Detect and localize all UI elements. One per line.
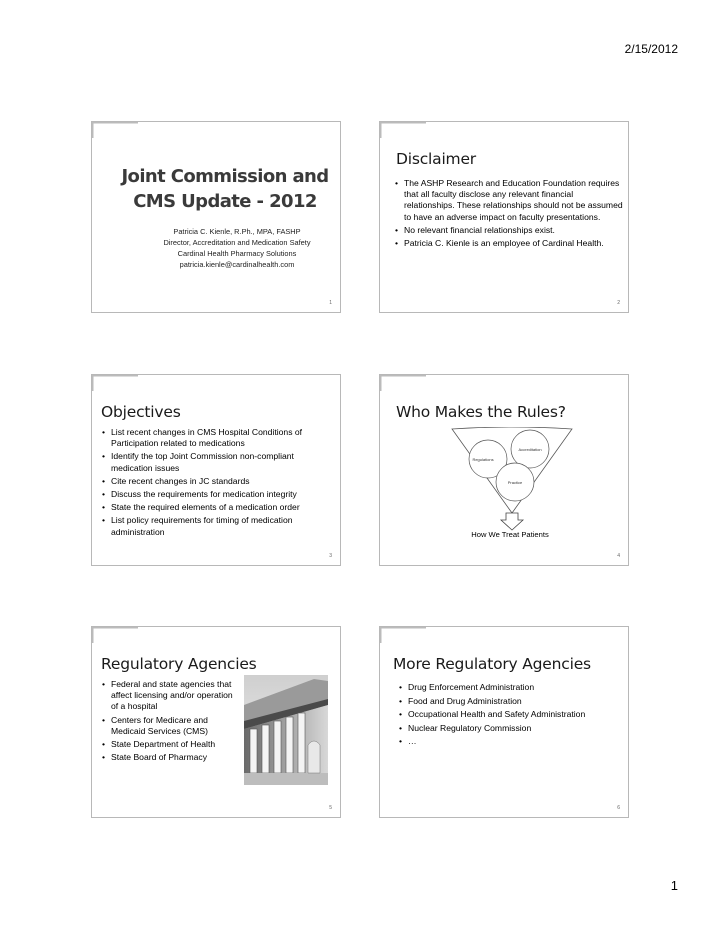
slide-corner-mark (380, 375, 430, 395)
slide-number: 5 (329, 805, 332, 811)
slide-3-title: Objectives (101, 403, 181, 421)
slide-5-title: Regulatory Agencies (101, 655, 257, 673)
list-item: • Federal and state agencies that affect licensing and/or operation of a hospital (101, 679, 235, 713)
list-item: • Identify the top Joint Commission non-compliant medication issues (101, 451, 337, 473)
author-email: patricia.kienle@cardinalhealth.com (179, 260, 295, 269)
slide-2-title: Disclaimer (396, 150, 476, 168)
list-item: • Centers for Medicare and Medicaid Services (CMS) (101, 715, 235, 737)
supreme-court-building-image (244, 675, 328, 785)
slide-1 (91, 121, 341, 313)
list-item: • The ASHP Research and Education Foundation requires that all faculty disclose any relevant financial relationships. These relationships should not be assumed to have an adverse impact on faculty presentations. (394, 178, 626, 223)
author-org: Cardinal Health Pharmacy Solutions (177, 249, 297, 258)
slide-5-bullets (101, 679, 235, 765)
slide-3 (91, 374, 341, 566)
author-title: Director, Accreditation and Medication Safety (163, 238, 311, 247)
slide-number: 2 (617, 300, 620, 306)
slide-number: 3 (329, 553, 332, 559)
slide-6-bullets (398, 682, 624, 750)
slide-3-bullets (101, 427, 337, 540)
list-item: • List policy requirements for timing of medication administration (101, 515, 337, 537)
slide-corner-mark (92, 375, 142, 395)
slide-4 (379, 374, 629, 566)
slide-1-title-line1: Joint Commission and (121, 166, 329, 187)
list-item: • State the required elements of a medication order (101, 502, 337, 513)
slide-1-title-line2: CMS Update - 2012 (133, 191, 317, 212)
slide-corner-mark (380, 122, 430, 142)
slide-number: 4 (617, 553, 620, 559)
slide-number: 6 (617, 805, 620, 811)
list-item: • List recent changes in CMS Hospital Conditions of Participation related to medications (101, 427, 337, 449)
slide-6-title: More Regulatory Agencies (393, 655, 591, 673)
list-item: • Occupational Health and Safety Administration (398, 709, 624, 721)
slide-1-author-block (122, 226, 341, 270)
list-item: • No relevant financial relationships exist. (394, 225, 626, 236)
list-item: • Food and Drug Administration (398, 696, 624, 708)
page-date: 2/15/2012 (624, 42, 678, 56)
slide-5 (91, 626, 341, 818)
slide-corner-mark (92, 627, 142, 647)
list-item: • … (398, 736, 624, 748)
page-number: 1 (670, 878, 678, 893)
slide-6 (379, 626, 629, 818)
slide-2 (379, 121, 629, 313)
slide-4-caption: How We Treat Patients (471, 530, 549, 539)
slide-corner-mark (380, 627, 430, 647)
slide-2-bullets (394, 178, 626, 251)
list-item: • State Department of Health (101, 739, 235, 750)
slide-number: 1 (329, 300, 332, 306)
label-accreditation: Accreditation (518, 447, 542, 452)
slide-corner-mark (92, 122, 142, 142)
list-item: • State Board of Pharmacy (101, 752, 235, 763)
down-arrow-icon (501, 513, 523, 530)
label-practice: Practice (507, 480, 523, 485)
list-item: • Drug Enforcement Administration (398, 682, 624, 694)
list-item: • Discuss the requirements for medication integrity (101, 489, 337, 500)
label-regulations: Regulations (472, 457, 494, 462)
funnel-diagram (450, 427, 574, 537)
list-item: • Nuclear Regulatory Commission (398, 723, 624, 735)
slide-4-title: Who Makes the Rules? (396, 403, 566, 421)
list-item: • Cite recent changes in JC standards (101, 476, 337, 487)
author-name: Patricia C. Kienle, R.Ph., MPA, FASHP (173, 227, 301, 236)
list-item: • Patricia C. Kienle is an employee of Cardinal Health. (394, 238, 626, 249)
